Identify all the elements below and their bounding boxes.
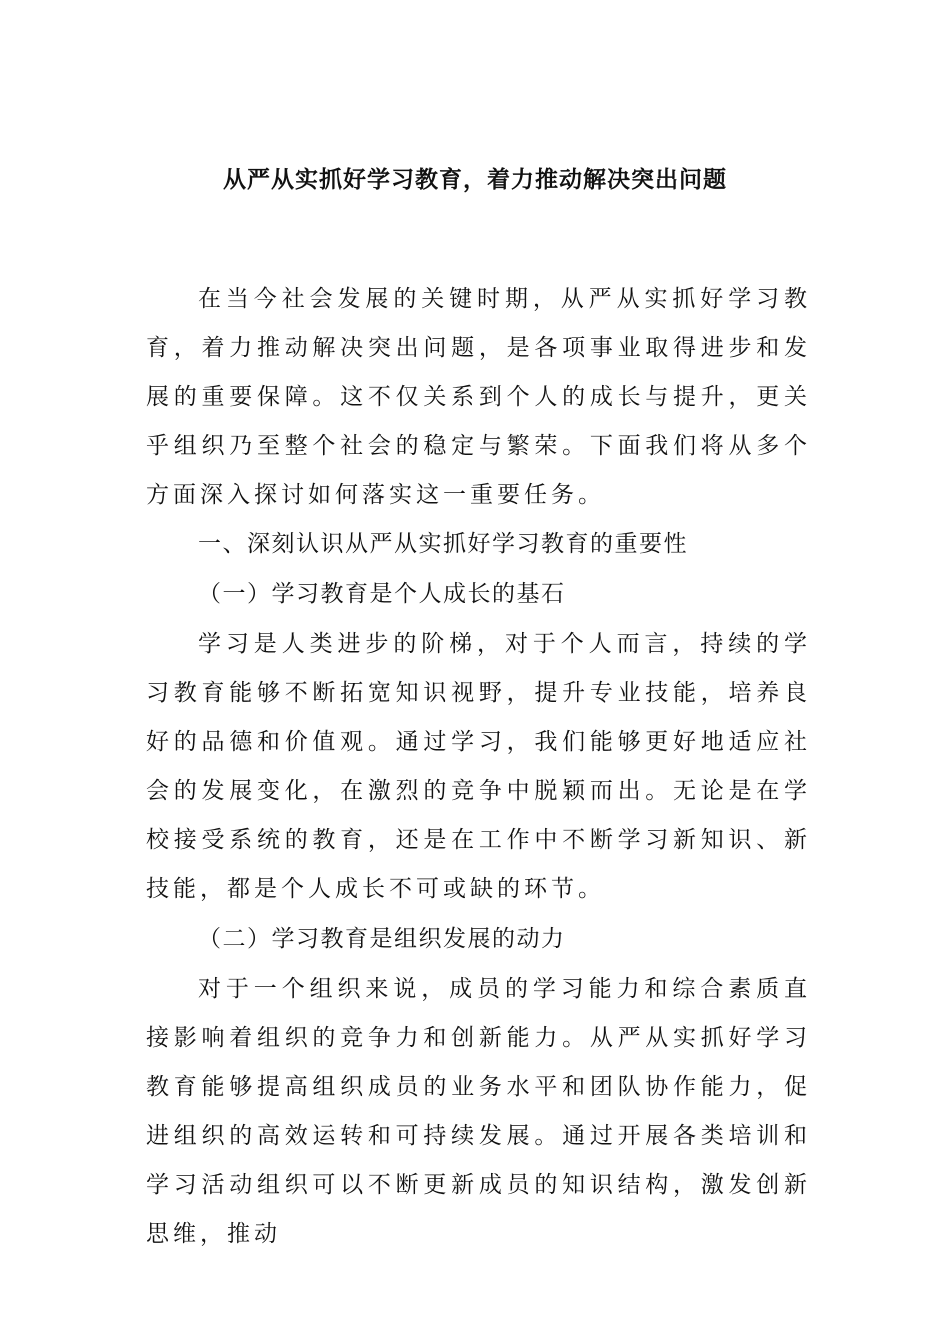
intro-paragraph: 在当今社会发展的关键时期，从严从实抓好学习教育，着力推动解决突出问题，是各项事业取得进步和发展的重要保障。这不仅关系到个人的成长与提升，更关乎组织乃至整个社会的稳定与繁荣。下面我们将从多个方面深入探讨如何落实这一重要任务。 xyxy=(146,286,811,508)
subsection-heading-1: （一）学习教育是个人成长的基石 xyxy=(198,581,566,607)
subsection-heading-2: （二）学习教育是组织发展的动力 xyxy=(198,926,566,952)
section-heading: 一、深刻认识从严从实抓好学习教育的重要性 xyxy=(198,531,688,557)
subsection-paragraph-1: 学习是人类进步的阶梯，对于个人而言，持续的学习教育能够不断拓宽知识视野，提升专业技能，培养良好的品德和价值观。通过学习，我们能够更好地适应社会的发展变化，在激烈的竞争中脱颖而出。无论是在学校接受系统的教育，还是在工作中不断学习新知识、新技能，都是个人成长不可或缺的环节。 xyxy=(146,631,811,902)
subsection-paragraph-2: 对于一个组织来说，成员的学习能力和综合素质直接影响着组织的竞争力和创新能力。从严从实抓好学习教育能够提高组织成员的业务水平和团队协作能力，促进组织的高效运转和可持续发展。通过开展各类培训和学习活动组织可以不断更新成员的知识结构，激发创新思维，推动 xyxy=(146,976,811,1247)
document-body xyxy=(146,275,811,1259)
document-title: 从严从实抓好学习教育，着力推动解决突出问题 xyxy=(223,166,727,193)
